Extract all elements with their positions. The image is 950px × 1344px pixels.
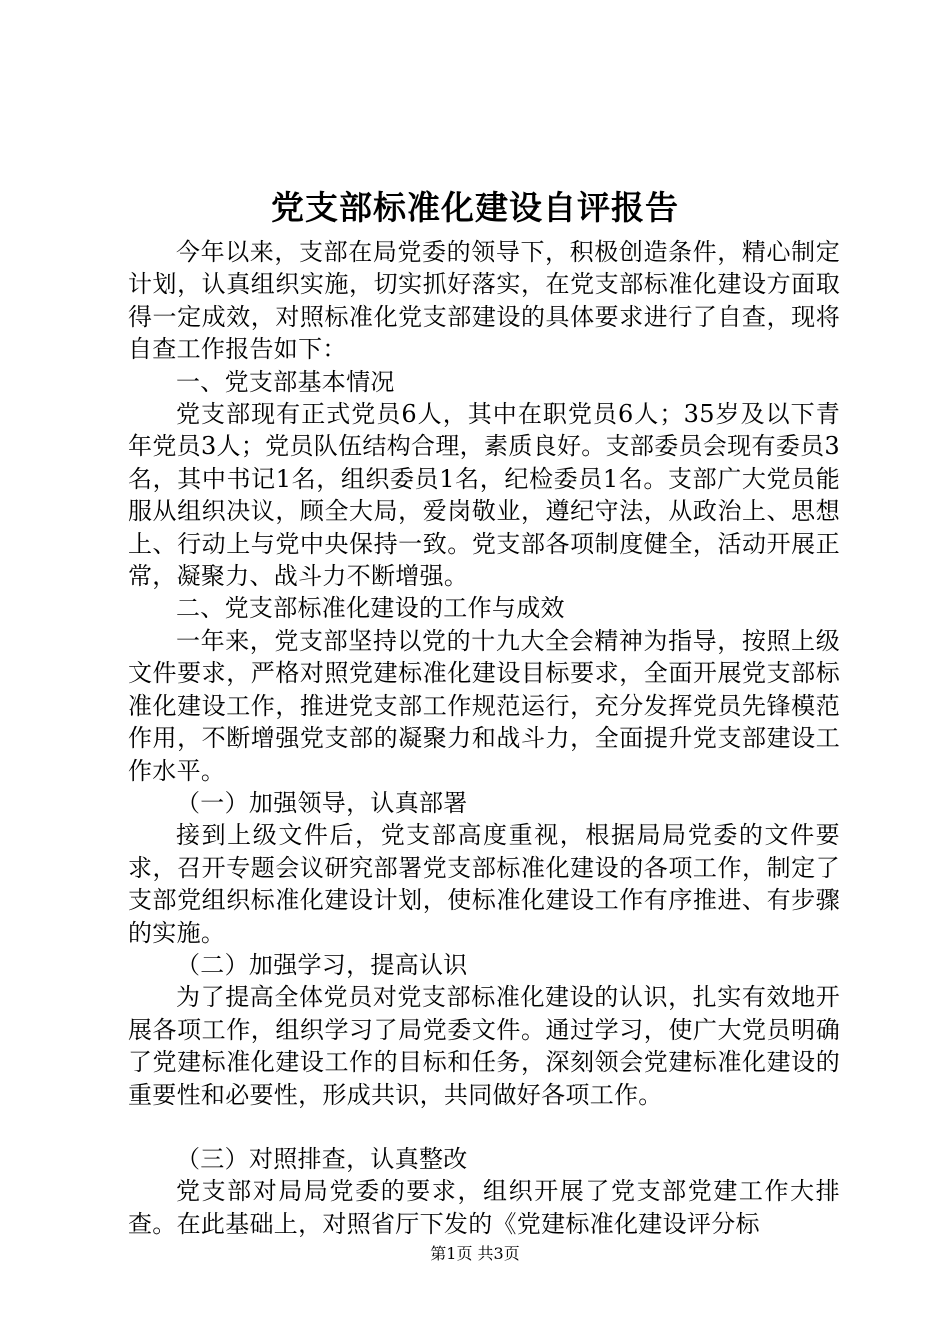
paragraph-study: 为了提高全体党员对党支部标准化建设的认识，扎实有效地开展各项工作，组织学习了局党委文件。通过学习，使广大党员明确了党建标准化建设工作的目标和任务，深刻领会党建标准化建设的重要性和必要性，形成共识，共同做好各项工作。 xyxy=(128,983,840,1109)
heading-section-1: 一、党支部基本情况 xyxy=(176,367,395,396)
subheading-leadership: （一）加强领导，认真部署 xyxy=(176,788,468,817)
paragraph-basic-info: 党支部现有正式党员6人，其中在职党员6人；35岁及以下青年党员3人；党员队伍结构合理，素质良好。支部委员会现有委员3名，其中书记1名，组织委员1名，纪检委员1名。支部广大党员能服从组织决议，顾全大局，爱岗敬业，遵纪守法，从政治上、思想上、行动上与党中央保持一致。党支部各项制度健全，活动开展正常，凝聚力、战斗力不断增强。 xyxy=(128,400,840,591)
paragraph-intro: 今年以来，支部在局党委的领导下，积极创造条件，精心制定计划，认真组织实施，切实抓好落实，在党支部标准化建设方面取得一定成效，对照标准化党支部建设的具体要求进行了自查，现将自查工作报告如下： xyxy=(128,238,840,364)
heading-section-2: 二、党支部标准化建设的工作与成效 xyxy=(176,594,565,623)
paragraph-leadership: 接到上级文件后，党支部高度重视，根据局局党委的文件要求，召开专题会议研究部署党支部标准化建设的各项工作，制定了支部党组织标准化建设计划，使标准化建设工作有序推进、有步骤的实施。 xyxy=(128,821,840,947)
document-body xyxy=(128,236,840,1240)
paragraph-rectify: 党支部对局局党委的要求，组织开展了党支部党建工作大排查。在此基础上，对照省厅下发的《党建标准化建设评分标 xyxy=(128,1177,840,1238)
document-title: 党支部标准化建设自评报告 xyxy=(271,188,679,227)
subheading-rectify: （三）对照排查，认真整改 xyxy=(176,1144,468,1173)
subheading-study: （二）加强学习，提高认识 xyxy=(176,950,468,979)
paragraph-achievements: 一年来，党支部坚持以党的十九大全会精神为指导，按照上级文件要求，严格对照党建标准化建设目标要求，全面开展党支部标准化建设工作，推进党支部工作规范运行，充分发挥党员先锋模范作用，不断增强党支部的凝聚力和战斗力，全面提升党支部建设工作水平。 xyxy=(128,626,840,785)
page-footer: 第1页 共3页 xyxy=(430,1244,520,1263)
